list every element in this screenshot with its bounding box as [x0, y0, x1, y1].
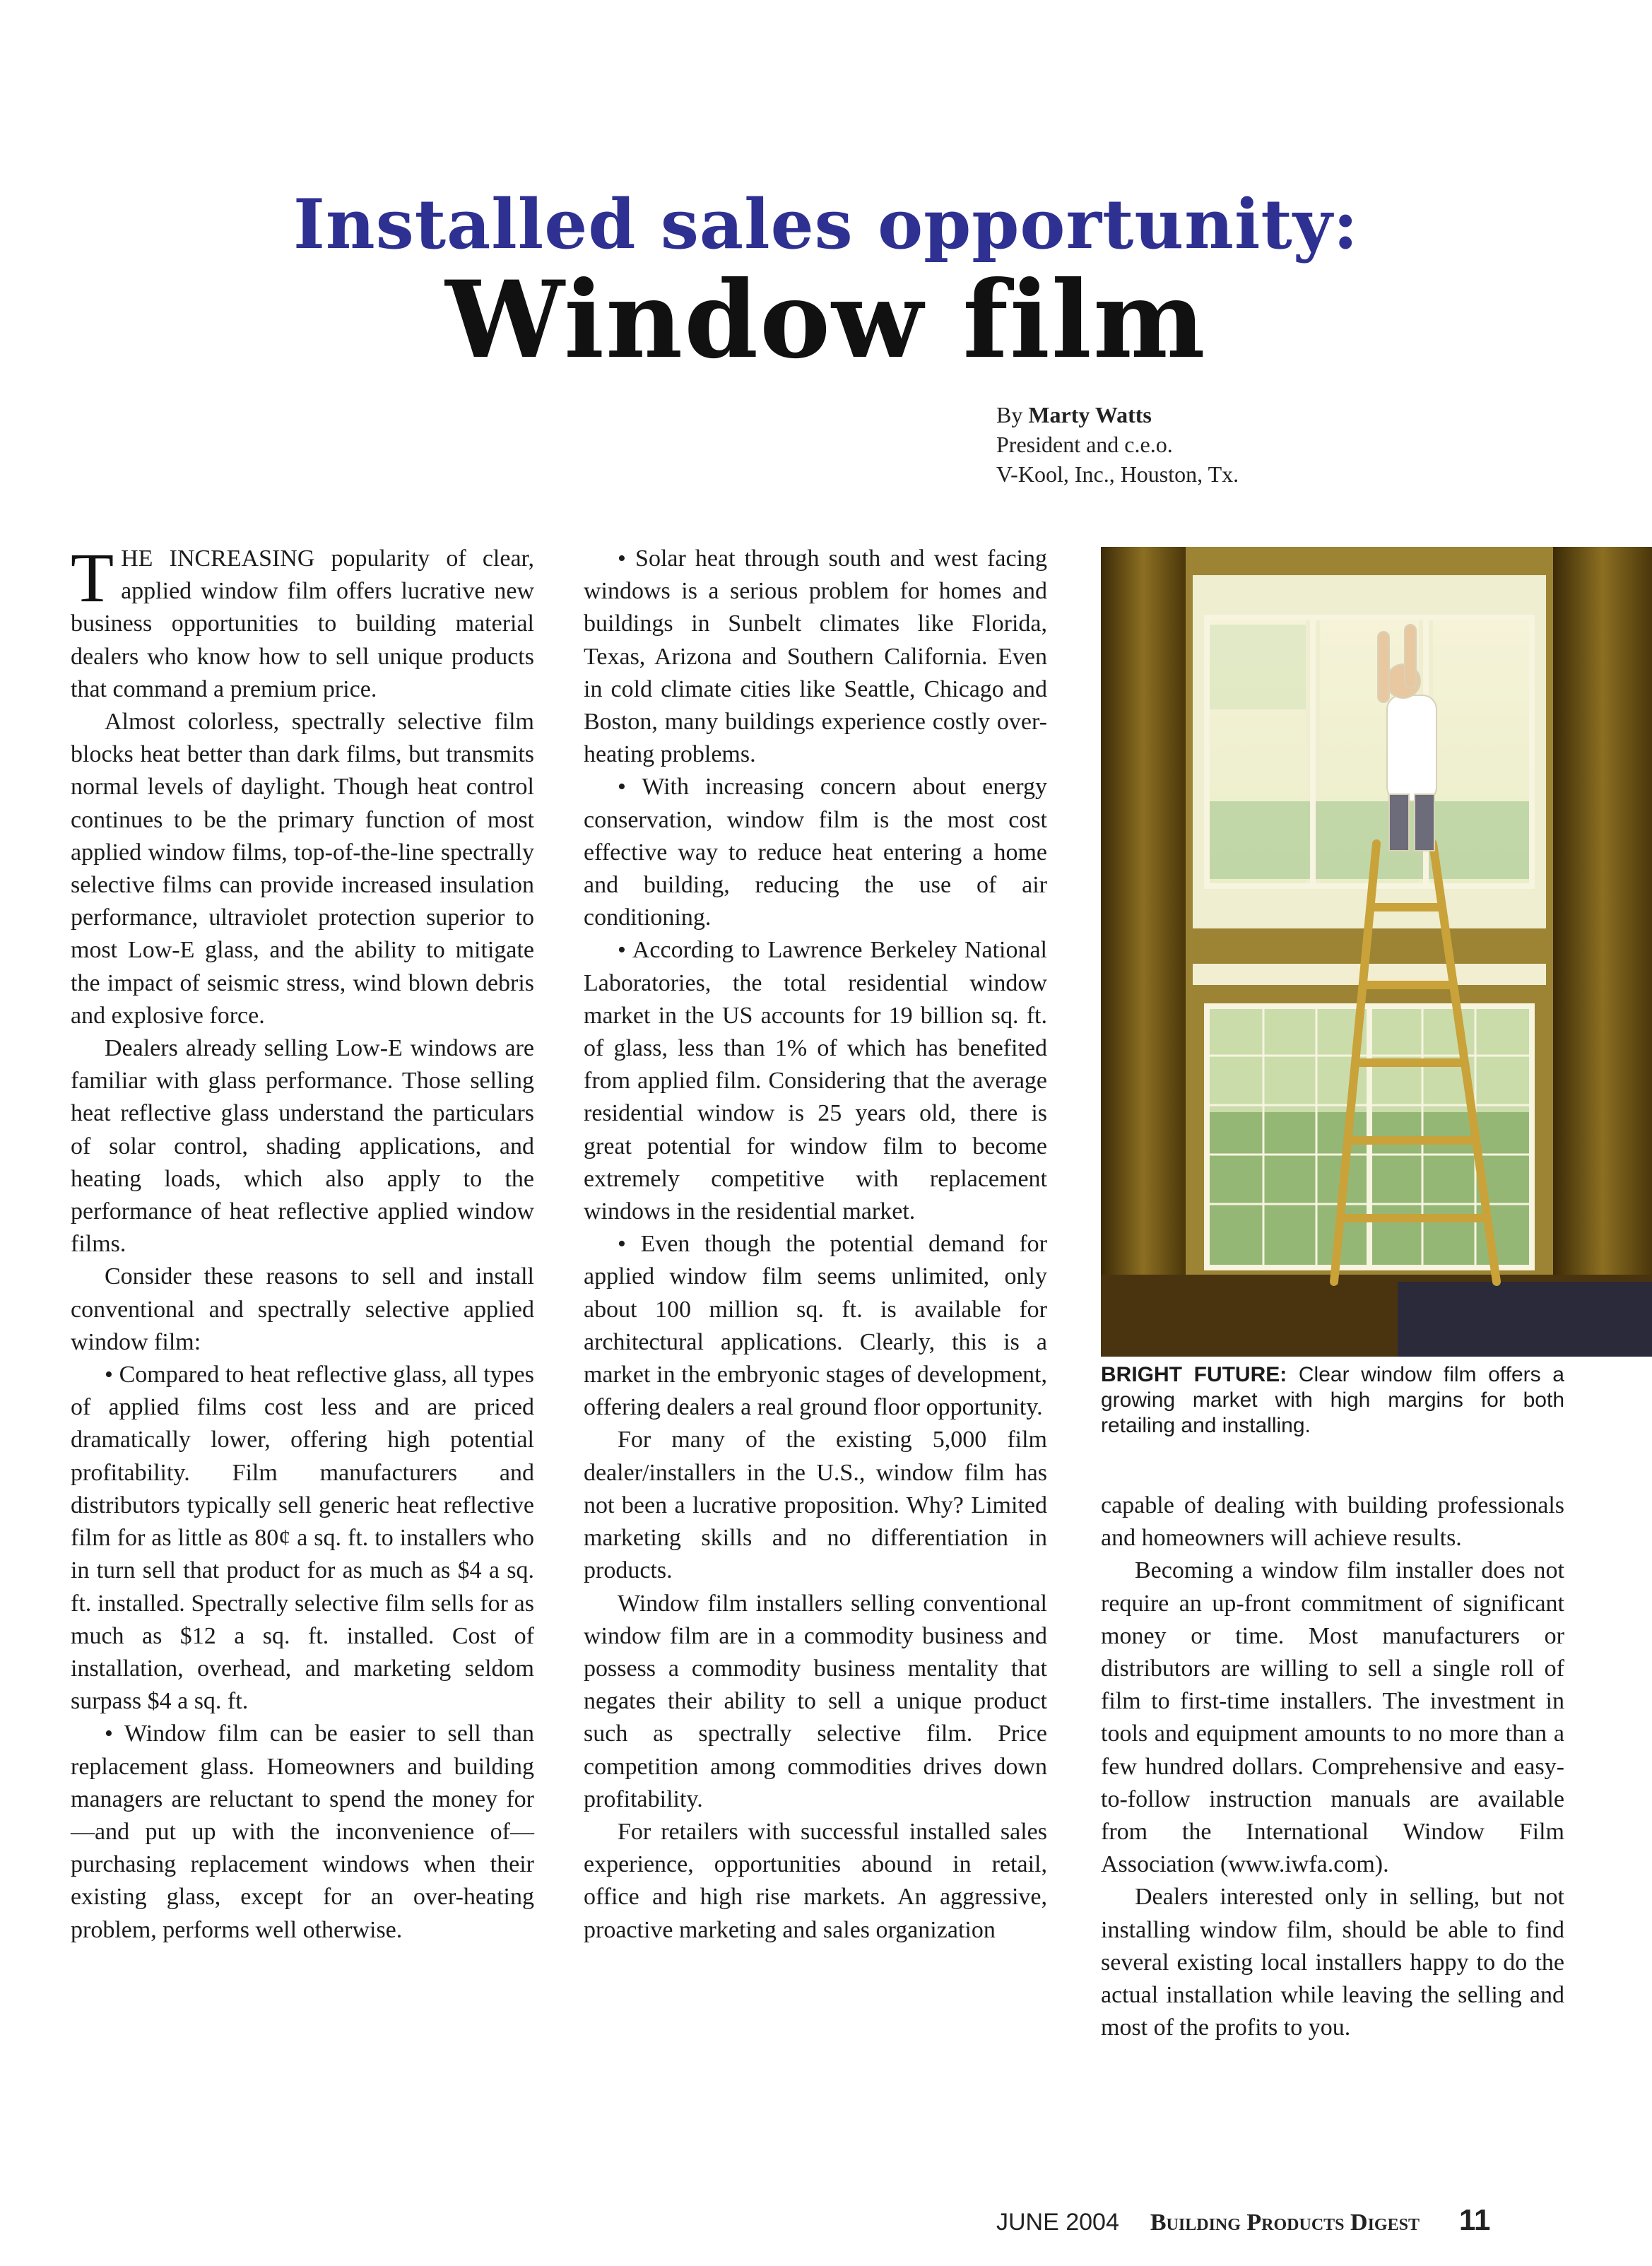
byline [996, 400, 1239, 489]
paragraph: Window film installers selling conventional window film are in a commodity business and possess a commodity business mentality that negates their ability to sell a unique product such as spectrally selective film. Price competition among commodities drives down profitability. [584, 1590, 1047, 1812]
headline: Window film [445, 258, 1207, 382]
window-installer-illustration [1101, 547, 1652, 1357]
paragraph: Dealers already selling Low-E windows are familiar with glass performance. Those selling heat reflective glass understand the particulars of solar control, shading applications, and heating loads, which also apply to the performance of heat reflective applied window films. [71, 1035, 534, 1258]
paragraph: Consider these reasons to sell and install conventional and spectrally selective applied window film: [71, 1263, 534, 1355]
paragraph [71, 538, 534, 706]
paragraph: For many of the existing 5,000 film dealer/installers in the U.S., window film has not been a lucrative proposition. Why? Limited marketing skills and no differentiation in products. [584, 1427, 1047, 1584]
bullet-paragraph: • According to Lawrence Berkeley National Laboratories, the total residential window market in the US accounts for 19 billion sq. ft. of glass, less than 1% of which has benefited from applied film. Considering that the average residential window is 25 years old, there is great potential for window film to become extremely competitive with replacement windows in the residential market. [584, 937, 1047, 1225]
author-title: President and c.e.o. [996, 432, 1173, 457]
bullet-paragraph: • Solar heat through south and west facing windows is a serious problem for homes and buildings in Sunbelt climates like Florida, Texas, Arizona and Southern California. Even in cold climate cities like Seattle, Chicago and Boston, many buildings experience costly over-heating problems. [584, 545, 1047, 768]
bullet-paragraph: • Window film can be easier to sell than replacement glass. Homeowners and building managers are reluctant to spend the money for—and put up with the inconvenience of—purchasing replacement windows when their existing glass, except for an over-heating problem, performs well otherwise. [71, 1721, 534, 1943]
page-footer [996, 2203, 1562, 2237]
byline-by: By [996, 402, 1029, 427]
page-number: 11 [1458, 2203, 1491, 2236]
paragraph-text: HE INCREASING popularity of clear, applied window film offers lucrative new business opportunities to building material dealers who know how to sell unique products that command a premium price. [71, 545, 534, 702]
author-company: V-Kool, Inc., Houston, Tx. [996, 461, 1239, 487]
paragraph: capable of dealing with building professionals and homeowners will achieve results. [1101, 1492, 1564, 1552]
caption-text: Clear window film offers a growing market with high margins for both retailing and installing. [1101, 1363, 1564, 1437]
drop-cap: T [71, 538, 114, 617]
publication-name: Building Products Digest [1150, 2209, 1420, 2236]
article-column-2 [584, 543, 1047, 1947]
byline-author-line [996, 400, 1239, 430]
caption-label: BRIGHT FUTURE: [1101, 1363, 1287, 1386]
author-name: Marty Watts [1028, 402, 1152, 427]
paragraph: For retailers with successful installed sales experience, opportunities abound in retail, office and high rise markets. An aggressive, proactive marketing and sales organization [584, 1818, 1047, 1943]
photo-caption [1101, 1362, 1564, 1439]
kicker-title: Installed sales opportunity: [293, 184, 1359, 264]
installer-photo [1101, 547, 1652, 1357]
bullet-paragraph: • Compared to heat reflective glass, all types of applied films cost less and are priced dramatically lower, offering high potential profitability. Film manufacturers and distributors typically sell generic heat reflective film for as little as 80¢ a sq. ft. to installers who in turn sell that product for as much as $4 a sq. ft. installed. Spectrally selective film sells for as much as $12 a sq. ft. installed. Cost of installation, overhead, and marketing seldom surpass $4 a sq. ft. [71, 1362, 534, 1715]
paragraph: Becoming a window film installer does not require an up-front commitment of significant money or time. Most manufacturers or distributors are willing to sell a single roll of film to first-time installers. The investment in tools and equipment amounts to no more than a few hundred dollars. Comprehensive and easy-to-follow instruction manuals are available from the International Window Film Association (www.iwfa.com). [1101, 1557, 1564, 1878]
paragraph: Dealers interested only in selling, but not installing window film, should be able to find several existing local installers happy to do the actual installation while leaving the selling and most of the profits to you. [1101, 1884, 1564, 2041]
article-column-3 [1101, 1489, 1564, 2044]
article-column-1 [71, 538, 534, 1947]
bullet-paragraph: • Even though the potential demand for applied window film seems unlimited, only about 100 million sq. ft. is available for architectural applications. Clearly, this is a market in the embryonic stages of development, offering dealers a real ground floor opportunity. [584, 1231, 1047, 1421]
issue-date: JUNE 2004 [996, 2209, 1119, 2236]
bullet-paragraph: • With increasing concern about energy conservation, window film is the most cost effective way to reduce heat entering a home and building, reducing the use of air conditioning. [584, 774, 1047, 931]
paragraph: Almost colorless, spectrally selective film blocks heat better than dark films, but transmits normal levels of daylight. Though heat control continues to be the primary function of most applied window films, top-of-the-line spectrally selective films can provide increased insulation performance, ultraviolet protection superior to most Low-E glass, and the ability to mitigate the impact of seismic stress, wind blown debris and explosive force. [71, 709, 534, 1029]
